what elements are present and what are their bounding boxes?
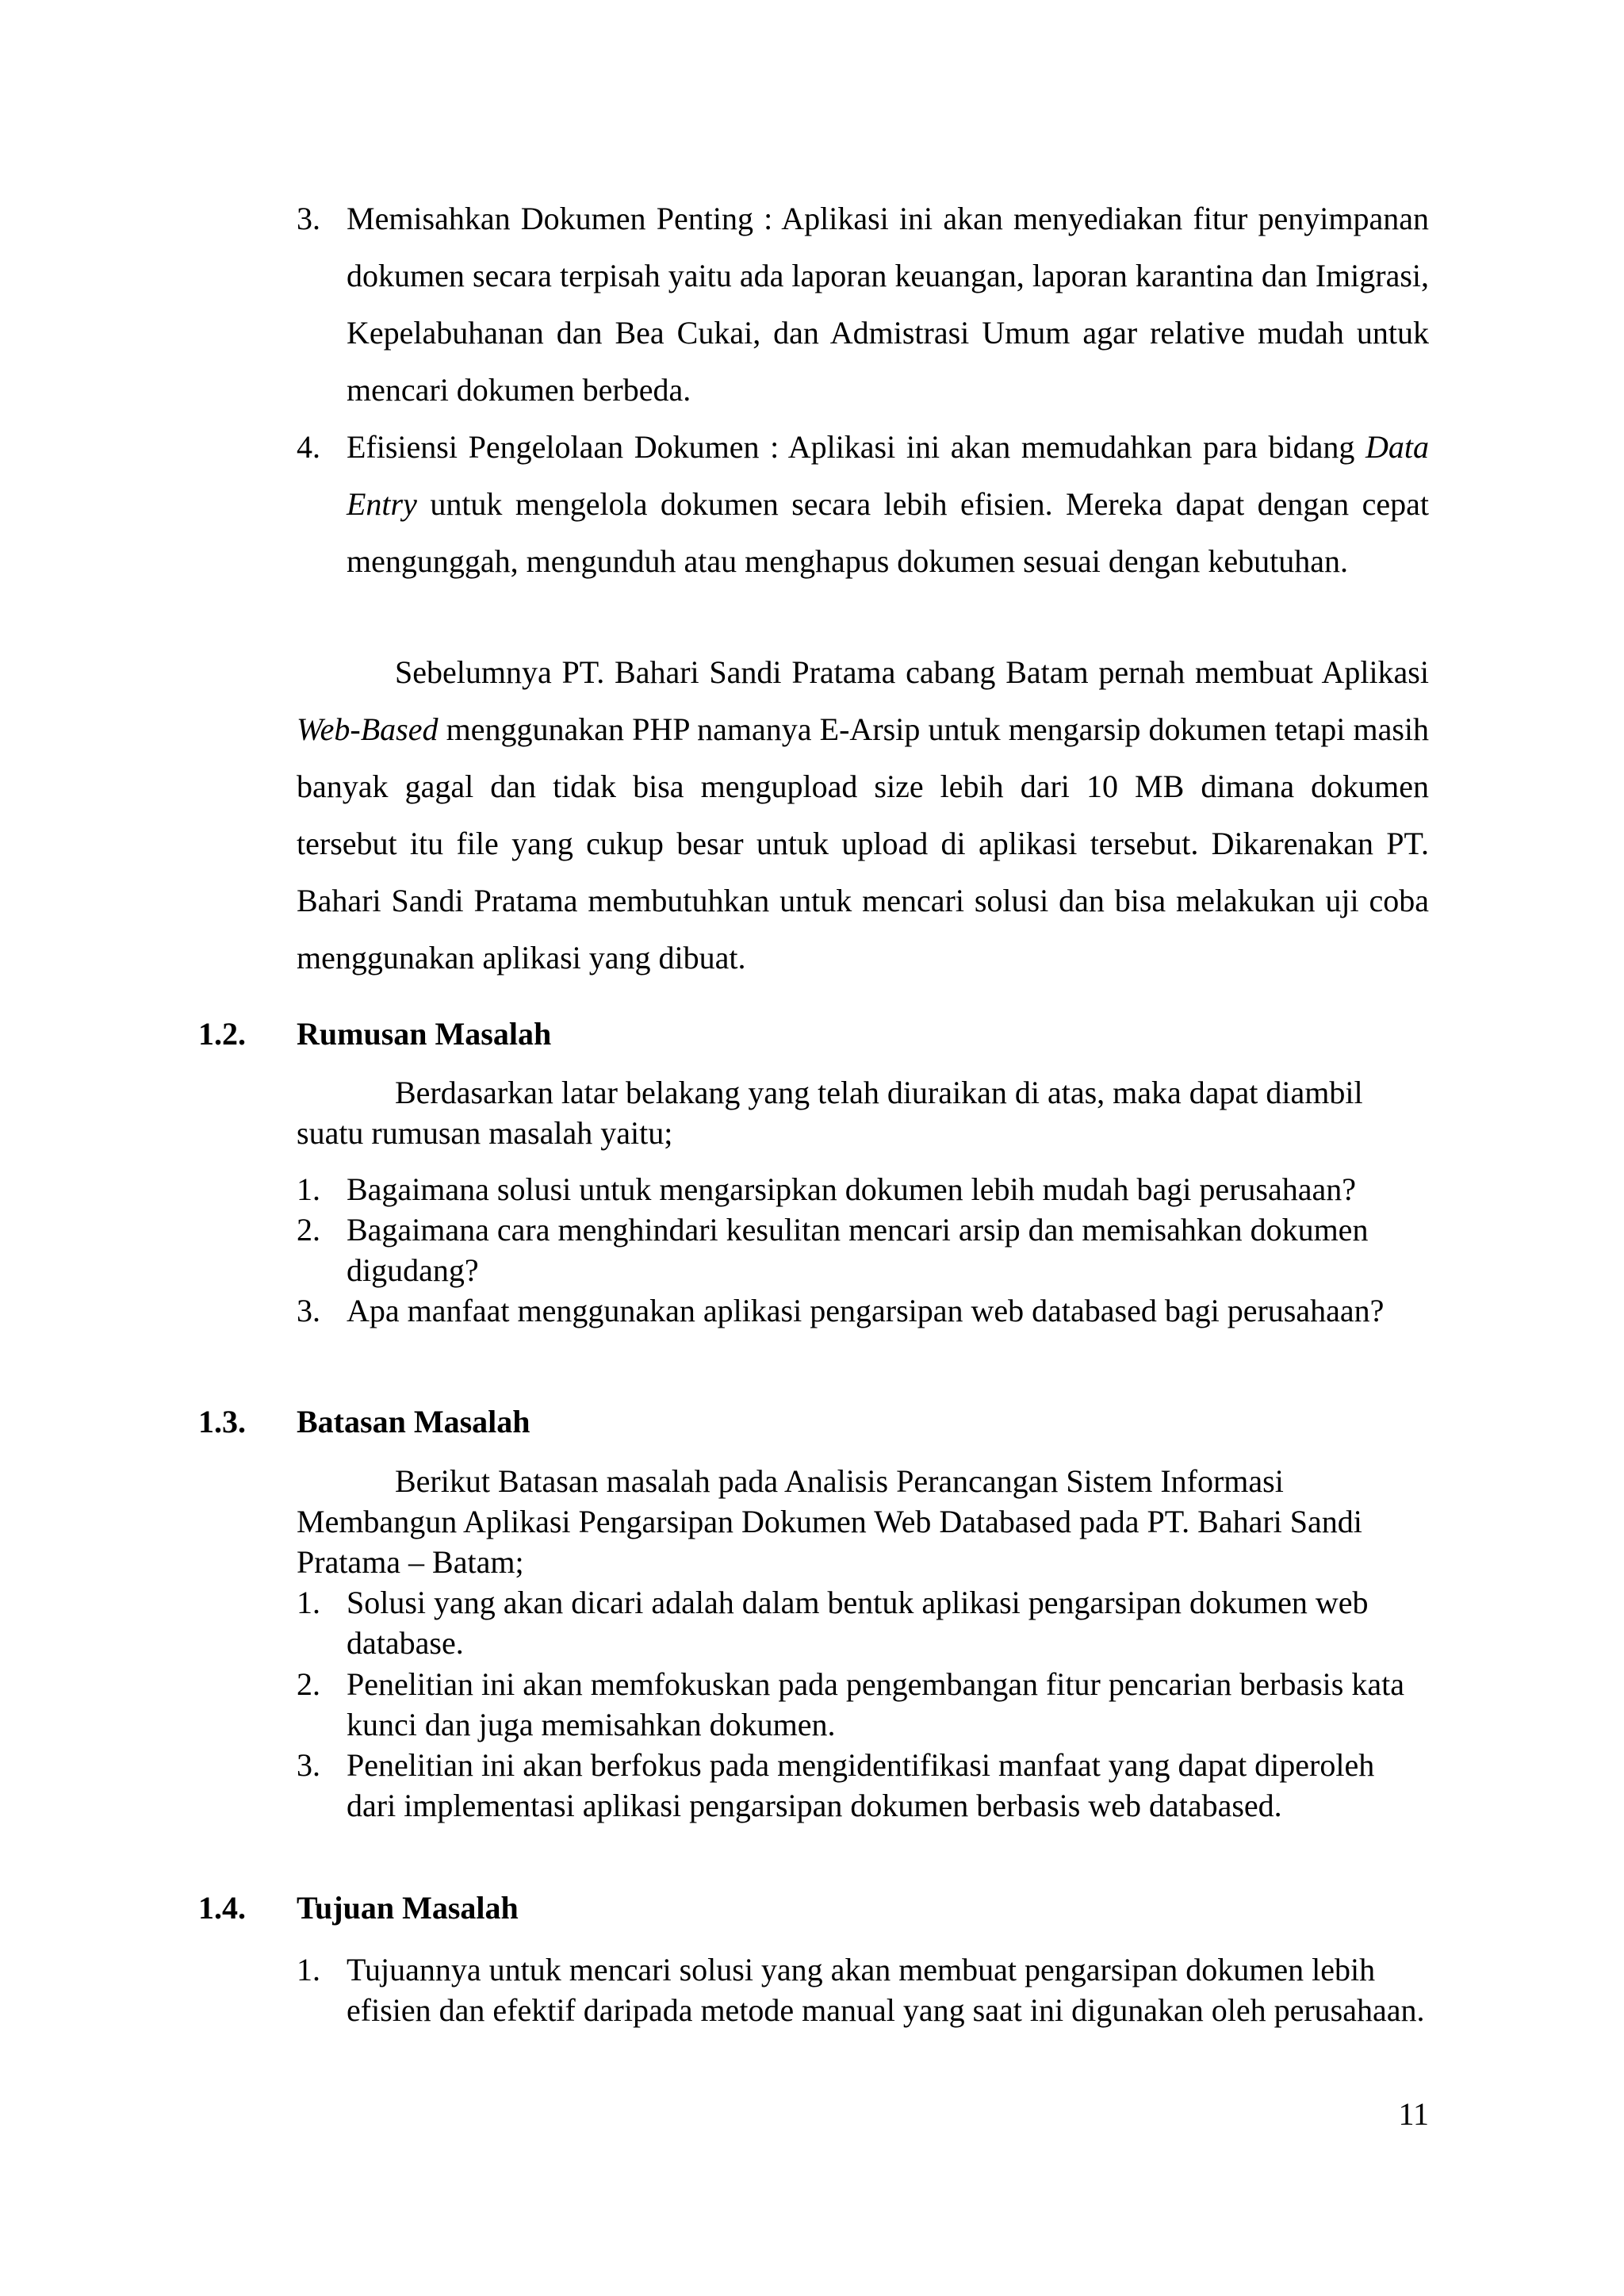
list-text-part: untuk mengelola dokumen secara lebih efisien. Mereka dapat dengan cepat mengunggah, mengunduh atau menghapus dokumen sesuai dengan kebutuhan. <box>347 486 1429 579</box>
section-intro: Berdasarkan latar belakang yang telah diuraikan di atas, maka dapat diambil suatu rumusan masalah yaitu; <box>297 1075 1363 1151</box>
list-number: 1. <box>297 1585 320 1620</box>
list-text: Apa manfaat menggunakan aplikasi pengarsipan web databased bagi perusahaan? <box>347 1293 1385 1328</box>
list-text-italic: Data Entry <box>347 429 1429 522</box>
list-item <box>297 1169 1429 1209</box>
list-number: 1. <box>297 1952 320 1987</box>
list-text-part: Efisiensi Pengelolaan Dokumen : Aplikasi ini akan memudahkan para bidang <box>347 429 1365 465</box>
page-number: 11 <box>1398 2096 1429 2132</box>
paragraph-text-part: Sebelumnya PT. Bahari Sandi Pratama cabang Batam pernah membuat Aplikasi <box>395 654 1429 690</box>
paragraph-text-part: menggunakan PHP namanya E-Arsip untuk mengarsip dokumen tetapi masih banyak gagal dan tidak bisa mengupload size lebih dari 10 MB dimana dokumen tersebut itu file yang cukup besar untuk upload di aplikasi tersebut. Dikarenakan PT. Bahari Sandi Pratama membutuhkan untuk mencari solusi dan bisa melakukan uji coba menggunakan aplikasi yang dibuat. <box>297 711 1429 976</box>
list-item <box>297 190 1429 419</box>
list-item <box>297 1290 1429 1331</box>
list-item <box>297 419 1429 590</box>
list-text: Tujuannya untuk mencari solusi yang akan membuat pengarsipan dokumen lebih efisien dan efektif daripada metode manual yang saat ini digunakan oleh perusahaan. <box>347 1952 1425 2028</box>
list-text: Penelitian ini akan memfokuskan pada pengembangan fitur pencarian berbasis kata kunci dan juga memisahkan dokumen. <box>347 1666 1404 1742</box>
body-paragraph <box>297 644 1429 987</box>
list-item <box>297 1209 1429 1290</box>
list-text: Memisahkan Dokumen Penting : Aplikasi ini akan menyediakan fitur penyimpanan dokumen secara terpisah yaitu ada laporan keuangan, laporan karantina dan Imigrasi, Kepelabuhanan dan Bea Cukai, dan Admistrasi Umum agar relative mudah untuk mencari dokumen berbeda. <box>347 201 1429 408</box>
list-number: 4. <box>297 429 320 465</box>
list-item <box>297 1664 1429 1745</box>
list-number: 2. <box>297 1666 320 1702</box>
paragraph-text-italic: Web-Based <box>297 711 439 747</box>
list-item <box>297 1582 1429 1663</box>
section-number: 1.4. <box>198 1890 246 1926</box>
list-text: Bagaimana cara menghindari kesulitan mencari arsip dan memisahkan dokumen digudang? <box>347 1212 1369 1288</box>
section-number: 1.2. <box>198 1016 246 1052</box>
list-number: 3. <box>297 1293 320 1328</box>
list-item <box>297 1745 1429 1826</box>
list-text: Penelitian ini akan berfokus pada mengidentifikasi manfaat yang dapat diperoleh dari implementasi aplikasi pengarsipan dokumen berbasis web databased. <box>347 1747 1375 1823</box>
list-number: 1. <box>297 1171 320 1207</box>
section-number: 1.3. <box>198 1404 246 1439</box>
list-number: 3. <box>297 201 320 236</box>
list-number: 3. <box>297 1747 320 1783</box>
section-title: Tujuan Masalah <box>297 1890 519 1926</box>
list-number: 2. <box>297 1212 320 1248</box>
section-intro: Berikut Batasan masalah pada Analisis Perancangan Sistem Informasi Membangun Aplikasi Pengarsipan Dokumen Web Databased pada PT. Bahari Sandi Pratama – Batam; <box>297 1463 1362 1580</box>
list-text: Bagaimana solusi untuk mengarsipkan dokumen lebih mudah bagi perusahaan? <box>347 1171 1357 1207</box>
list-item <box>297 1949 1429 2030</box>
list-text: Solusi yang akan dicari adalah dalam bentuk aplikasi pengarsipan dokumen web database. <box>347 1585 1369 1661</box>
section-title: Rumusan Masalah <box>297 1016 552 1052</box>
section-title: Batasan Masalah <box>297 1404 530 1439</box>
